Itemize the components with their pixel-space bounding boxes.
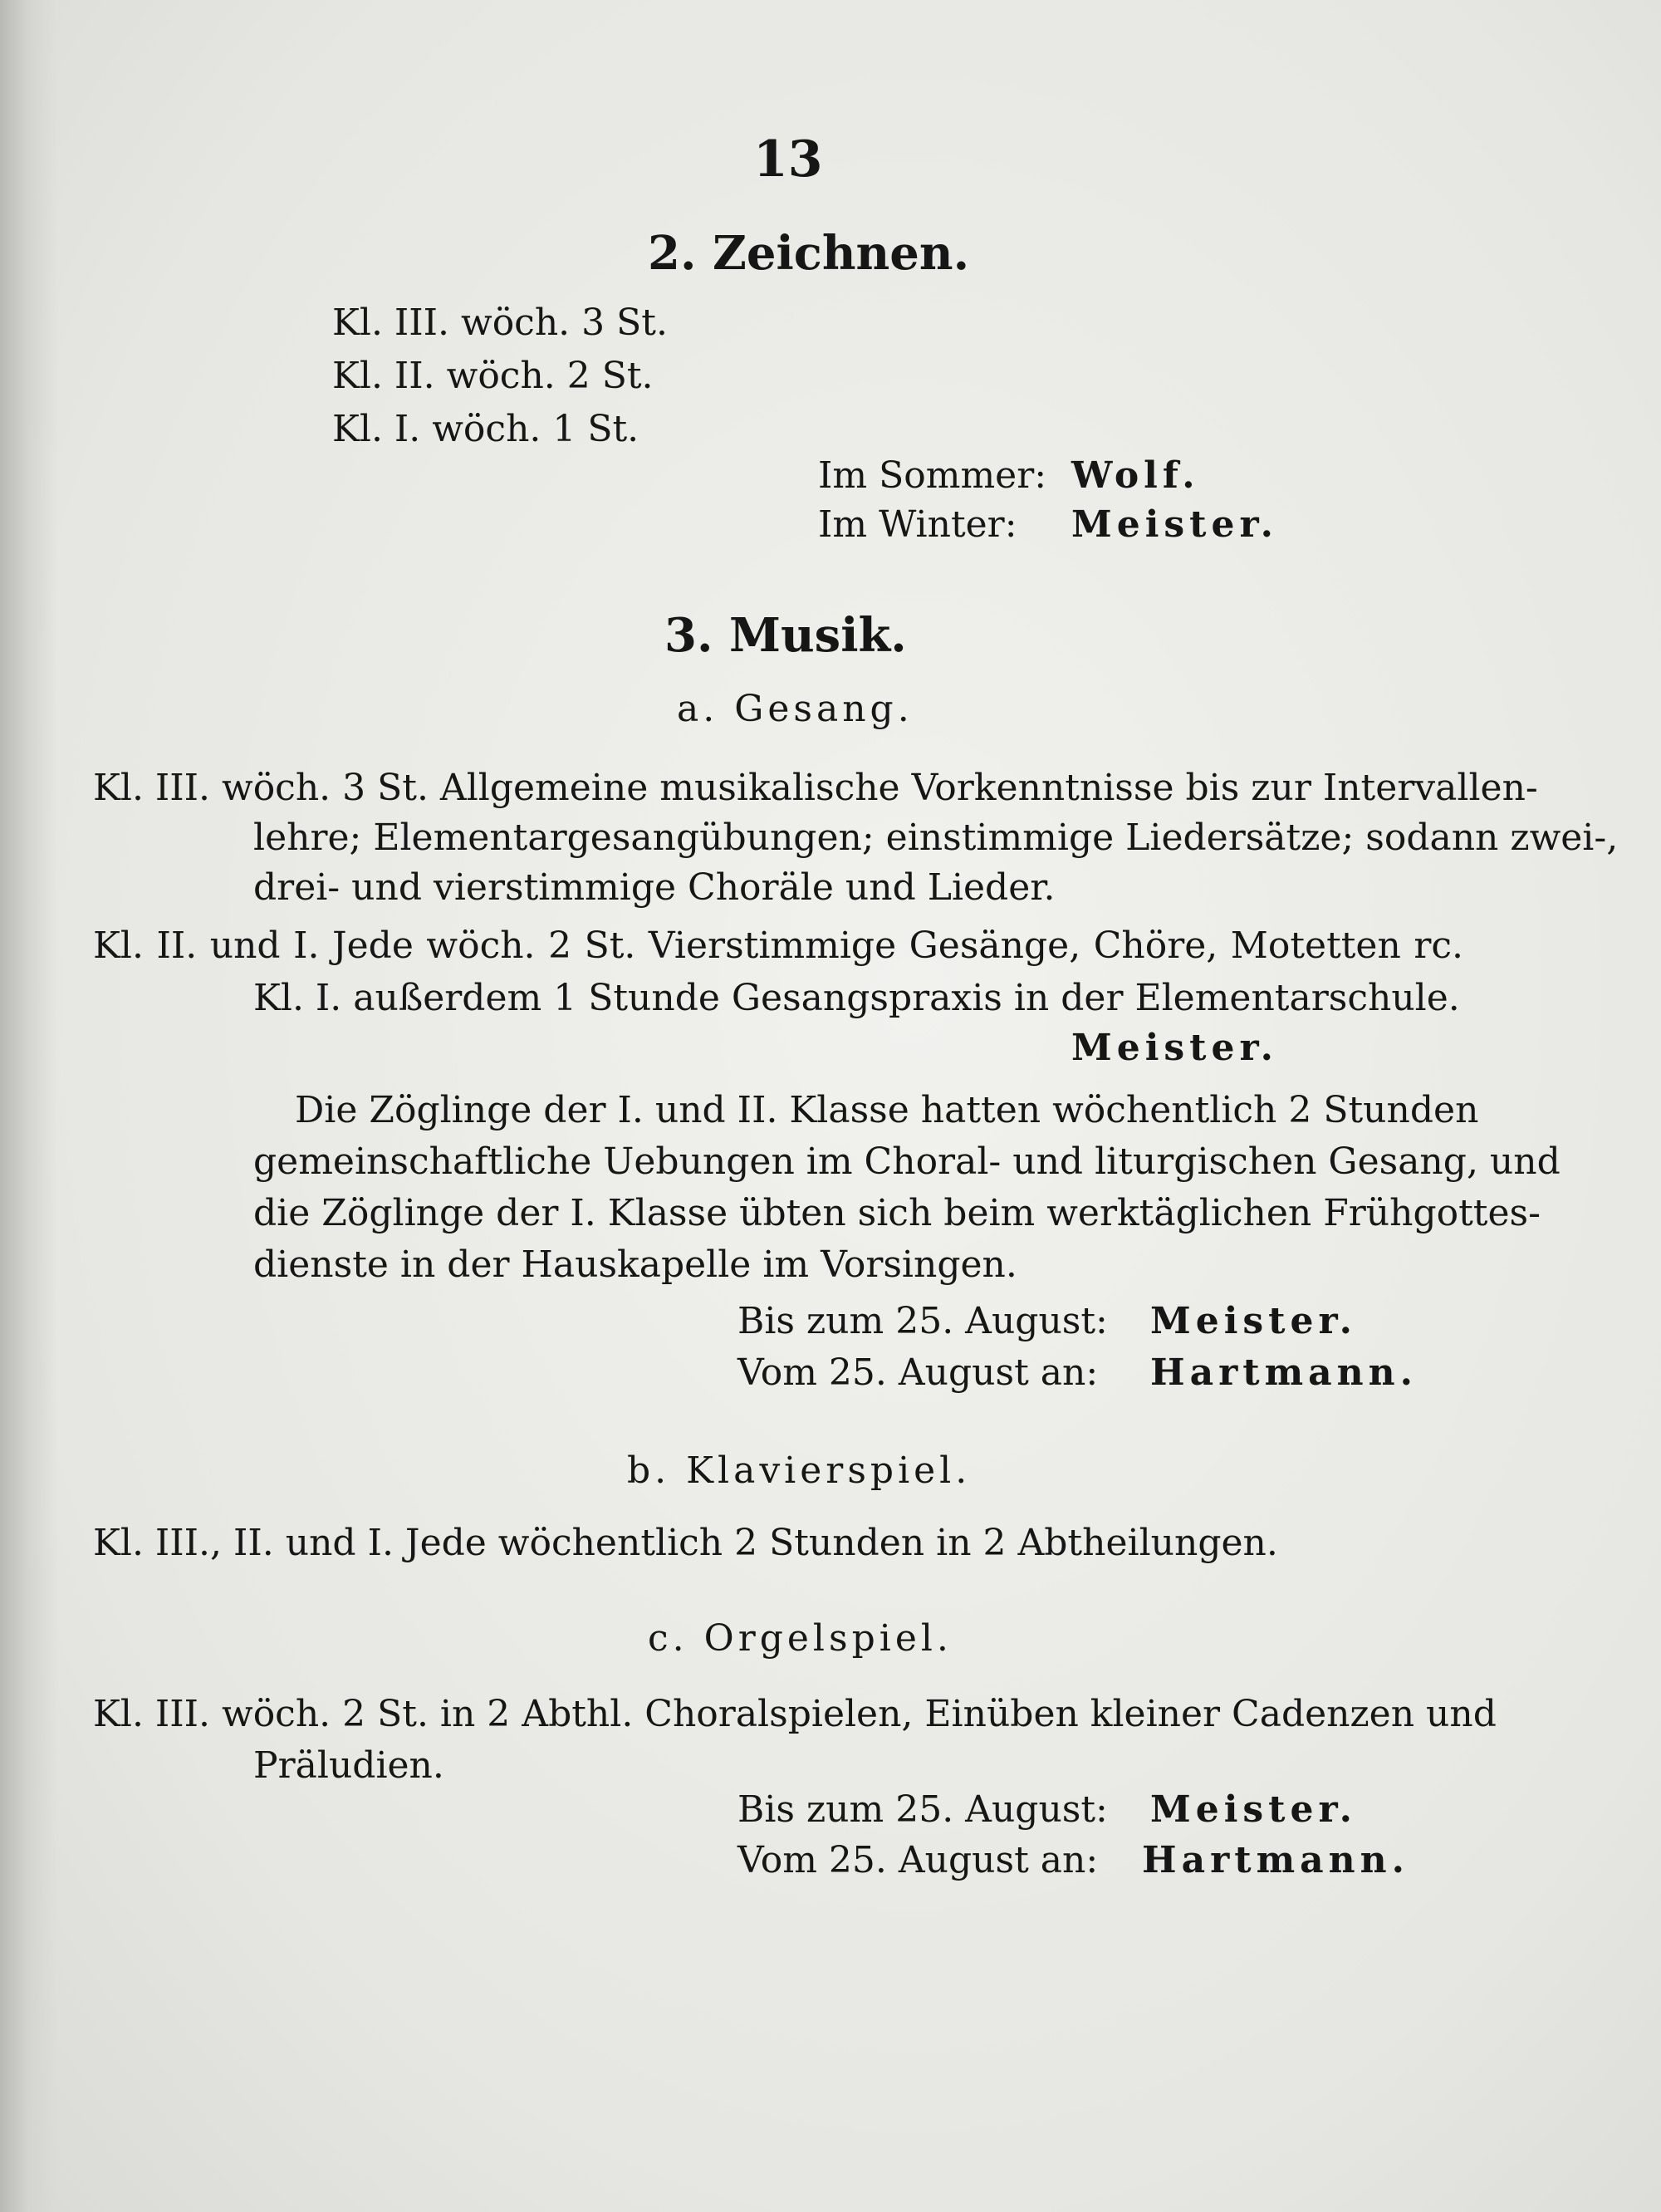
gesang-teacher-label-3: Vom 25. August an: [737,1351,1099,1394]
gesang-teacher-name-3: Hartmann. [1150,1351,1418,1394]
zeichnen-teacher-label-2: Im Winter: [818,503,1017,546]
orgelspiel-teacher-label-2: Vom 25. August an: [737,1839,1099,1881]
gesang-p4-line-3: die Zöglinge der I. Klasse übten sich beim werktäglichen Frühgottes- [253,1192,1541,1234]
orgelspiel-line-2: Präludien. [253,1744,444,1787]
heading-musik: 3. Musik. [664,608,907,663]
heading-zeichnen: 2. Zeichnen. [648,226,970,281]
zeichnen-teacher-label-1: Im Sommer: [818,454,1047,497]
gesang-p1-line-2: lehre; Elementargesangübungen; einstimmige Liedersätze; sodann zwei-, [253,817,1619,859]
gesang-teacher-label-2: Bis zum 25. August: [737,1300,1108,1342]
page-number: 13 [753,130,823,189]
gesang-p1-line-3: drei- und vierstimmige Choräle und Lieder. [253,866,1056,909]
zeichnen-line-1: Kl. III. wöch. 3 St. [332,302,668,344]
heading-klavierspiel: b. Klavierspiel. [627,1449,972,1492]
gesang-p2: Kl. II. und I. Jede wöch. 2 St. Vierstimmige Gesänge, Chöre, Motetten rc. [93,925,1463,967]
gesang-teacher-name-2: Meister. [1150,1300,1357,1342]
gesang-teacher-1: Meister. [1071,1027,1278,1069]
heading-gesang: a. Gesang. [677,688,914,730]
binding-gutter [0,0,58,2212]
gesang-p4-line-1: Die Zöglinge der I. und II. Klasse hatten wöchentlich 2 Stunden [295,1089,1479,1131]
orgelspiel-line-1: Kl. III. wöch. 2 St. in 2 Abthl. Choralspielen, Einüben kleiner Cadenzen und [93,1693,1497,1735]
orgelspiel-teacher-name-2: Hartmann. [1142,1839,1409,1881]
zeichnen-line-2: Kl. II. wöch. 2 St. [332,355,654,397]
klavierspiel-line: Kl. III., II. und I. Jede wöchentlich 2 Stunden in 2 Abtheilungen. [93,1522,1278,1564]
gesang-p1-line-1: Kl. III. wöch. 3 St. Allgemeine musikalische Vorkenntnisse bis zur Intervallen- [93,767,1538,809]
gesang-p4-line-2: gemeinschaftliche Uebungen im Choral- und liturgischen Gesang, und [253,1140,1561,1183]
gesang-p3: Kl. I. außerdem 1 Stunde Gesangspraxis in der Elementarschule. [253,977,1460,1019]
zeichnen-line-3: Kl. I. wöch. 1 St. [332,408,639,450]
heading-orgelspiel: c. Orgelspiel. [648,1617,953,1660]
orgelspiel-teacher-name-1: Meister. [1150,1788,1357,1831]
zeichnen-teacher-name-2: Meister. [1071,503,1278,546]
gesang-p4-line-4: dienste in der Hauskapelle im Vorsingen. [253,1243,1017,1286]
orgelspiel-teacher-label-1: Bis zum 25. August: [737,1788,1108,1831]
zeichnen-teacher-name-1: Wolf. [1071,454,1200,497]
